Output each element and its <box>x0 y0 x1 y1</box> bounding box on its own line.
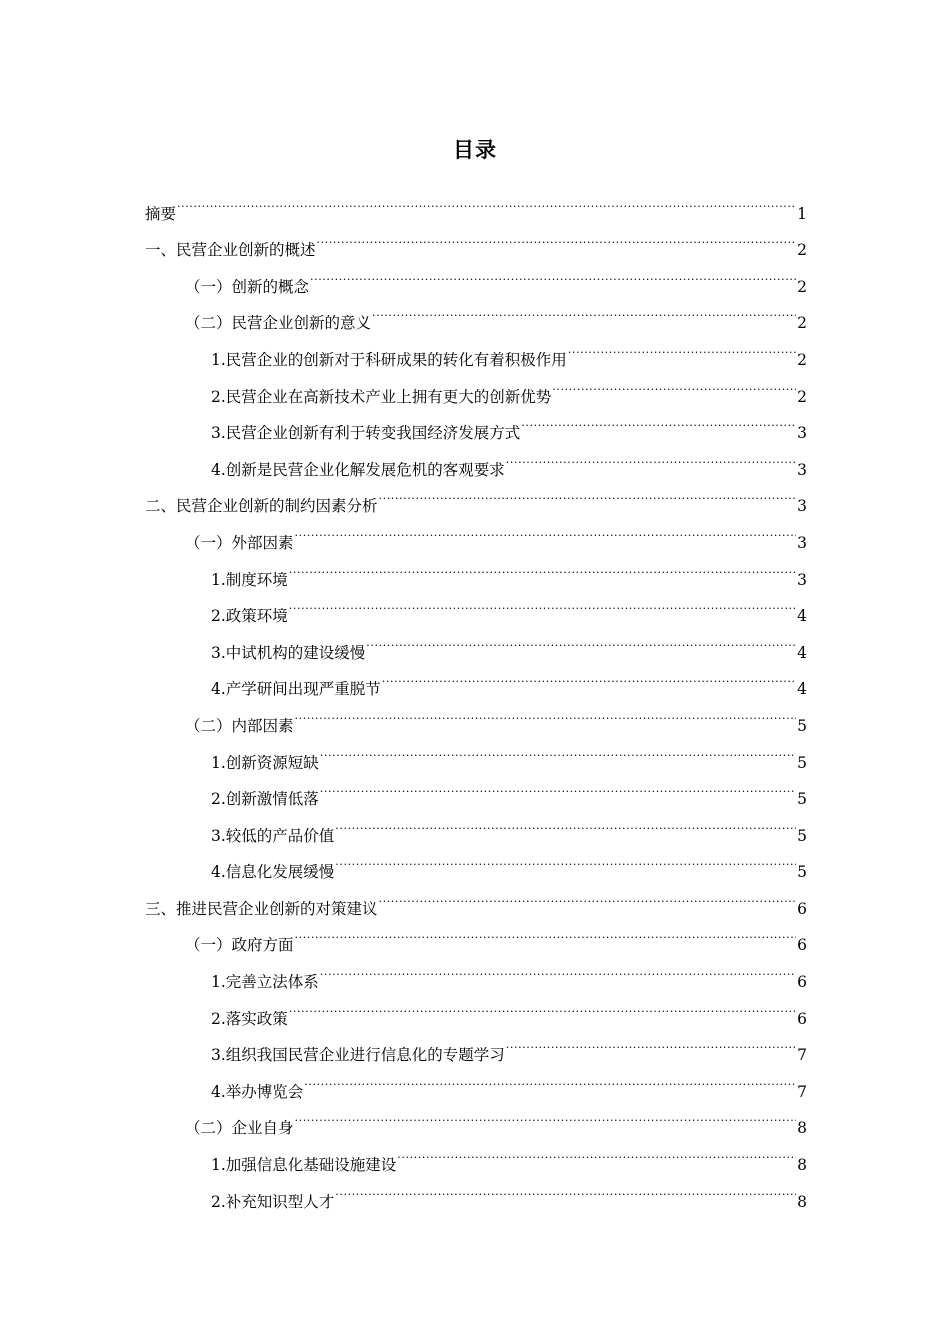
toc-page-number: 2 <box>797 277 807 296</box>
toc-page-number: 3 <box>797 533 807 552</box>
toc-leader-dots <box>335 804 796 841</box>
toc-entry-text: （二）民营企业创新的意义 <box>185 314 372 333</box>
toc-entry-text: 一、民营企业创新的概述 <box>145 241 316 260</box>
toc-entry-text: 1.民营企业的创新对于科研成果的转化有着积极作用 <box>211 350 567 369</box>
toc-entry-text: 3.组织我国民营企业进行信息化的专题学习 <box>211 1046 505 1065</box>
toc-entry-text: （一）创新的概念 <box>185 277 310 296</box>
toc-entry-text: 二、民营企业创新的制约因素分析 <box>145 497 378 516</box>
toc-page-number: 4 <box>797 680 807 699</box>
toc-leader-dots <box>506 438 796 475</box>
toc-page-number: 1 <box>797 204 807 223</box>
toc-entry-text: 1.加强信息化基础设施建设 <box>211 1156 397 1175</box>
toc-page-number: 2 <box>797 387 807 406</box>
toc-leader-dots <box>295 694 797 731</box>
toc-entry-text: （一）政府方面 <box>185 936 294 955</box>
toc-page-number: 5 <box>797 826 807 845</box>
toc-leader-dots <box>320 731 796 768</box>
toc-entry-text: 2.政策环境 <box>211 607 288 626</box>
toc-entry-text: 4.信息化发展缓慢 <box>211 863 335 882</box>
toc-entry-text: 1.创新资源短缺 <box>211 753 319 772</box>
toc-title: 目录 <box>453 137 497 162</box>
toc-entry-text: 2.落实政策 <box>211 1009 288 1028</box>
toc-list <box>145 182 807 1211</box>
toc-entry-text: 2.补充知识型人才 <box>211 1192 335 1211</box>
toc-leader-dots <box>289 585 796 622</box>
toc-page-number: 6 <box>797 936 807 955</box>
toc-entry[interactable] <box>145 219 807 260</box>
toc-leader-dots <box>372 292 796 329</box>
toc-entry-text: 2.创新激情低落 <box>211 790 319 809</box>
toc-entry-text: （一）外部因素 <box>185 533 294 552</box>
toc-leader-dots <box>382 658 796 695</box>
toc-entry[interactable] <box>145 182 807 223</box>
toc-page-number: 3 <box>797 570 807 589</box>
toc-page-number: 7 <box>797 1046 807 1065</box>
toc-entry-text: 3.民营企业创新有利于转变我国经济发展方式 <box>211 424 521 443</box>
toc-leader-dots <box>295 914 797 951</box>
toc-leader-dots <box>320 768 796 805</box>
toc-page-number: 8 <box>797 1119 807 1138</box>
toc-leader-dots <box>177 182 796 219</box>
toc-leader-dots <box>568 328 796 365</box>
toc-leader-dots <box>310 255 796 292</box>
toc-leader-dots <box>304 1060 796 1097</box>
toc-page-number: 7 <box>797 1082 807 1101</box>
toc-page-number: 2 <box>797 314 807 333</box>
toc-leader-dots <box>295 1097 797 1134</box>
toc-leader-dots <box>295 511 797 548</box>
toc-page-number: 2 <box>797 241 807 260</box>
toc-entry-text: 4.产学研间出现严重脱节 <box>211 680 381 699</box>
toc-page-number: 5 <box>797 753 807 772</box>
toc-leader-dots <box>335 841 796 878</box>
toc-leader-dots <box>289 987 796 1024</box>
toc-page-number: 4 <box>797 643 807 662</box>
toc-page-number: 6 <box>797 899 807 918</box>
toc-leader-dots <box>552 365 796 402</box>
toc-page-number: 6 <box>797 1009 807 1028</box>
toc-leader-dots <box>320 950 796 987</box>
toc-page-number: 4 <box>797 607 807 626</box>
toc-leader-dots <box>289 548 796 585</box>
toc-page-number: 3 <box>797 497 807 516</box>
toc-page-number: 2 <box>797 350 807 369</box>
toc-leader-dots <box>521 402 796 439</box>
toc-entry-text: 4.举办博览会 <box>211 1082 304 1101</box>
toc-entry-text: 摘要 <box>145 204 177 223</box>
toc-leader-dots <box>379 475 797 512</box>
toc-leader-dots <box>379 877 797 914</box>
toc-leader-dots <box>397 1133 796 1170</box>
toc-page-number: 3 <box>797 460 807 479</box>
toc-page-number: 6 <box>797 973 807 992</box>
toc-entry-text: 三、推进民营企业创新的对策建议 <box>145 899 378 918</box>
toc-page-number: 3 <box>797 424 807 443</box>
toc-entry-text: 3.中试机构的建设缓慢 <box>211 643 366 662</box>
toc-leader-dots <box>317 219 797 256</box>
toc-leader-dots <box>506 1024 796 1061</box>
toc-leader-dots <box>366 621 796 658</box>
toc-entry-text: （二）企业自身 <box>185 1119 294 1138</box>
toc-page-number: 8 <box>797 1156 807 1175</box>
toc-page-number: 5 <box>797 790 807 809</box>
toc-page-number: 5 <box>797 863 807 882</box>
toc-page-number: 8 <box>797 1192 807 1211</box>
toc-entry-text: 4.创新是民营企业化解发展危机的客观要求 <box>211 460 505 479</box>
toc-entry-text: （二）内部因素 <box>185 716 294 735</box>
toc-entry-text: 1.制度环境 <box>211 570 288 589</box>
toc-leader-dots <box>335 1170 796 1207</box>
toc-entry-text: 1.完善立法体系 <box>211 973 319 992</box>
toc-entry-text: 3.较低的产品价值 <box>211 826 335 845</box>
toc-entry-text: 2.民营企业在高新技术产业上拥有更大的创新优势 <box>211 387 552 406</box>
toc-page-number: 5 <box>797 716 807 735</box>
